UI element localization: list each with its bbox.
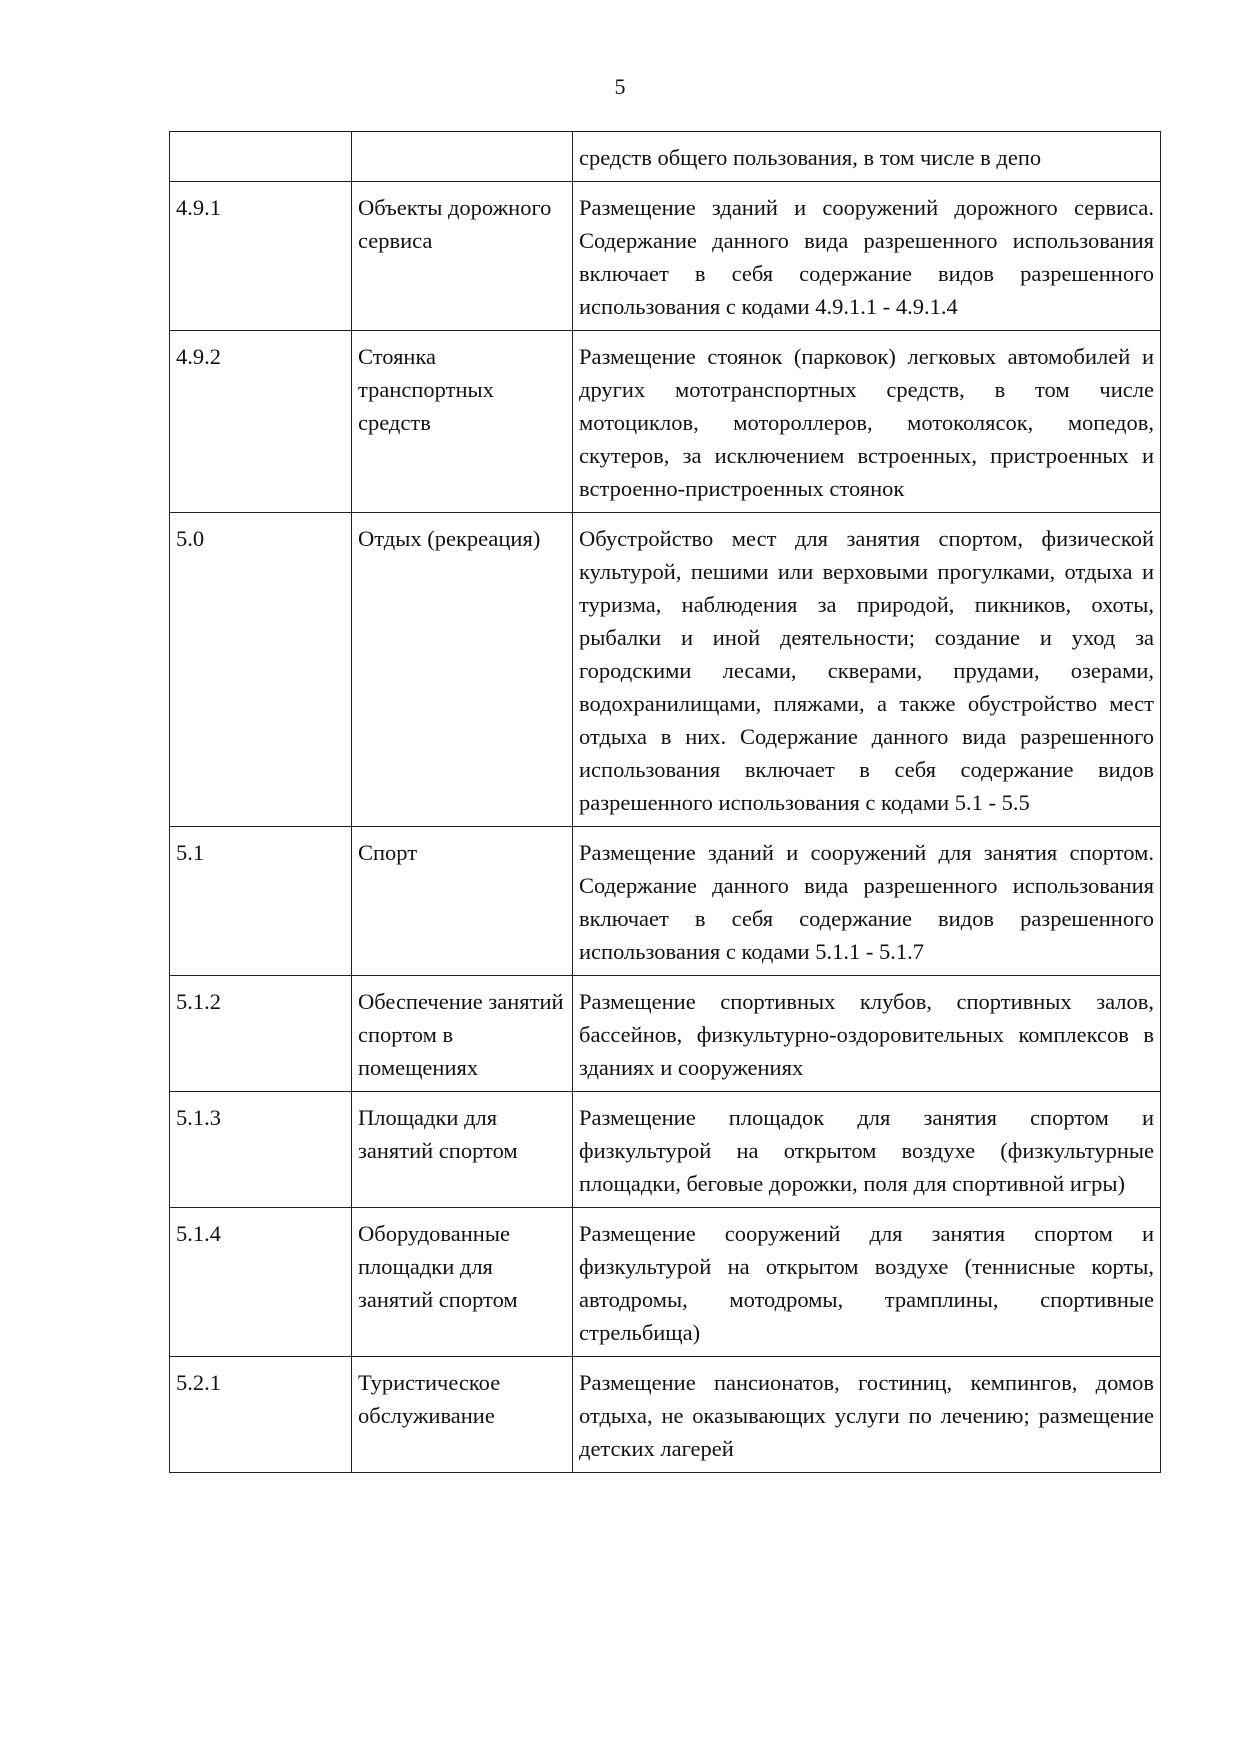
- name-cell: Туристическое обслуживание: [352, 1357, 573, 1473]
- table-row: [170, 827, 1161, 976]
- table-row: [170, 182, 1161, 331]
- code-cell: 5.1.2: [170, 976, 352, 1092]
- code-cell: 5.1: [170, 827, 352, 976]
- code-cell: 5.2.1: [170, 1357, 352, 1473]
- table-row: [170, 132, 1161, 182]
- code-cell: 5.1.3: [170, 1092, 352, 1208]
- description-cell: средств общего пользования, в том числе в депо: [573, 132, 1161, 182]
- table-row: [170, 513, 1161, 827]
- code-cell: 5.1.4: [170, 1208, 352, 1357]
- name-cell: Обеспечение занятий спортом в помещениях: [352, 976, 573, 1092]
- name-cell: Спорт: [352, 827, 573, 976]
- table-row: [170, 1357, 1161, 1473]
- name-cell: Оборудованные площадки для занятий спортом: [352, 1208, 573, 1357]
- code-cell: 5.0: [170, 513, 352, 827]
- name-cell: Объекты дорожного сервиса: [352, 182, 573, 331]
- land-use-table: [169, 131, 1161, 1473]
- code-cell: [170, 132, 352, 182]
- name-cell: Стоянка транспортных средств: [352, 331, 573, 513]
- code-cell: 4.9.1: [170, 182, 352, 331]
- description-cell: Размещение пансионатов, гостиниц, кемпингов, домов отдыха, не оказывающих услуги по лечению; размещение детских лагерей: [573, 1357, 1161, 1473]
- description-cell: Размещение площадок для занятия спортом и физкультурой на открытом воздухе (физкультурные площадки, беговые дорожки, поля для спортивной игры): [573, 1092, 1161, 1208]
- table-row: [170, 976, 1161, 1092]
- description-cell: Размещение спортивных клубов, спортивных залов, бассейнов, физкультурно-оздоровительных комплексов в зданиях и сооружениях: [573, 976, 1161, 1092]
- description-cell: Обустройство мест для занятия спортом, физической культурой, пешими или верховыми прогулками, отдыха и туризма, наблюдения за природой, пикников, охоты, рыбалки и иной деятельности; создание и уход за городскими лесами, скверами, прудами, озерами, водохранилищами, пляжами, а также обустройство мест отдыха в них. Содержание данного вида разрешенного использования включает в себя содержание видов разрешенного использования с кодами 5.1 - 5.5: [573, 513, 1161, 827]
- code-cell: 4.9.2: [170, 331, 352, 513]
- description-cell: Размещение сооружений для занятия спортом и физкультурой на открытом воздухе (теннисные корты, автодромы, мотодромы, трамплины, спортивные стрельбища): [573, 1208, 1161, 1357]
- table-row: [170, 331, 1161, 513]
- description-cell: Размещение стоянок (парковок) легковых автомобилей и других мототранспортных средств, в том числе мотоциклов, мотороллеров, мотоколясок, мопедов, скутеров, за исключением встроенных, пристроенных и встроенно-пристроенных стоянок: [573, 331, 1161, 513]
- name-cell: Площадки для занятий спортом: [352, 1092, 573, 1208]
- table-row: [170, 1208, 1161, 1357]
- page-number: 5: [614, 74, 626, 99]
- description-cell: Размещение зданий и сооружений для занятия спортом. Содержание данного вида разрешенного использования включает в себя содержание видов разрешенного использования с кодами 5.1.1 - 5.1.7: [573, 827, 1161, 976]
- description-cell: Размещение зданий и сооружений дорожного сервиса. Содержание данного вида разрешенного использования включает в себя содержание видов разрешенного использования с кодами 4.9.1.1 - 4.9.1.4: [573, 182, 1161, 331]
- name-cell: [352, 132, 573, 182]
- table-row: [170, 1092, 1161, 1208]
- name-cell: Отдых (рекреация): [352, 513, 573, 827]
